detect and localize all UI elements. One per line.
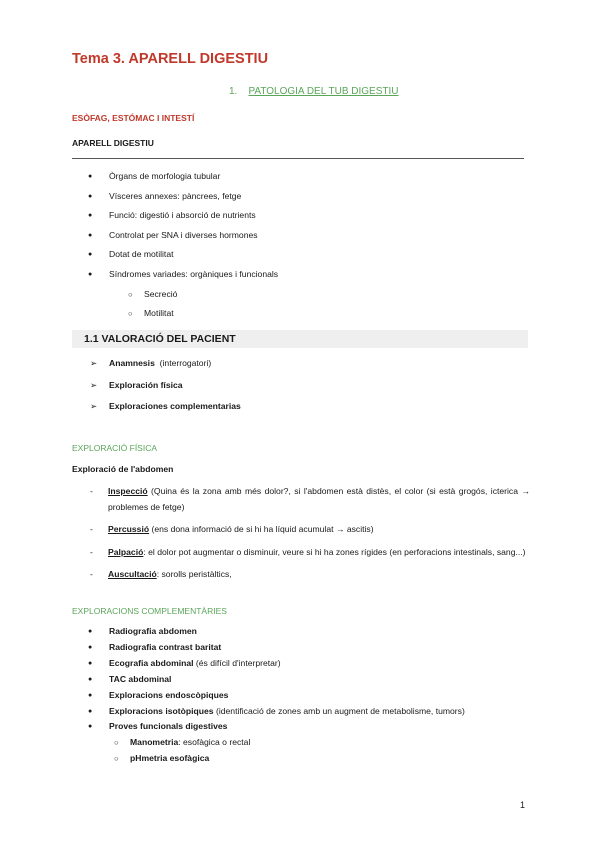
- list-item: ● Radiografia contrast baritat: [88, 640, 465, 656]
- list-item: - Palpació: el dolor pot augmentar o disminuir, veure si hi ha zones rígides (en perforacions intestinals, sang...): [90, 545, 530, 561]
- sub-list-item: ○ Motilitat: [88, 304, 278, 324]
- list-item: ● Vísceres annexes: pàncrees, fetge: [88, 187, 278, 207]
- list-item: ➢ Exploraciones complementarias: [90, 396, 241, 418]
- sub-list-item: ○ Secreció: [88, 285, 278, 305]
- complementaries-heading: EXPLORACIONS COMPLEMENTÀRIES: [72, 606, 227, 616]
- abdomen-list: [90, 484, 530, 590]
- bullet-icon: ●: [88, 212, 93, 220]
- section-number: 1.: [229, 86, 238, 97]
- list-item: ● Proves funcionals digestives: [88, 719, 465, 735]
- list-item: - Auscultació: sorolls peristàltics,: [90, 567, 530, 583]
- section-heading-1: [229, 86, 399, 97]
- sub-list-item: ○ pHmetria esofàgica: [88, 751, 465, 767]
- subheading-organs: ESÒFAG, ESTÓMAC I INTESTÍ: [72, 113, 195, 123]
- dash-bullet: -: [90, 486, 93, 496]
- abdomen-heading: Exploració de l'abdomen: [72, 464, 174, 474]
- list-item: ● TAC abdominal: [88, 672, 465, 688]
- divider-line: [72, 158, 524, 159]
- list-item: ➢ Anamnesis (interrogatori): [90, 353, 241, 375]
- list-item: - Percussió (ens dona informació de si hi ha líquid acumulat → ascitis): [90, 522, 530, 538]
- bullet-icon: ●: [88, 723, 93, 731]
- list-item: ● Òrgans de morfologia tubular: [88, 167, 278, 187]
- document-title: Tema 3. APARELL DIGESTIU: [72, 51, 269, 67]
- arrow-bullet-icon: ➢: [90, 401, 98, 411]
- section-label: PATOLOGIA DEL TUB DIGESTIU: [248, 86, 399, 97]
- bullet-icon: ●: [88, 270, 93, 278]
- list-item: ➢ Exploración física: [90, 375, 241, 397]
- arrow-bullet-icon: ➢: [90, 358, 98, 368]
- list-item: ● Exploracions endoscòpiques: [88, 688, 465, 704]
- list-item: ● Ecografia abdominal (és difícil d'interpretar): [88, 656, 465, 672]
- subheading-aparell: APARELL DIGESTIU: [72, 138, 154, 148]
- bullet-icon: ●: [88, 659, 93, 667]
- circle-bullet-icon: ○: [128, 309, 133, 319]
- bullet-icon: ●: [88, 691, 93, 699]
- section-heading-1-1: [72, 330, 528, 348]
- dash-bullet: -: [90, 546, 93, 557]
- list-item: ● Funció: digestió i absorció de nutrients: [88, 206, 278, 226]
- bullet-icon: ●: [88, 628, 93, 635]
- complementaries-list: [88, 624, 465, 767]
- sub-list-item: ○ Manometria: esofàgica o rectal: [88, 735, 465, 751]
- exploracio-fisica-heading: EXPLORACIÓ FÍSICA: [72, 443, 158, 453]
- bullet-icon: ●: [88, 643, 93, 651]
- bullet-icon: ●: [88, 173, 93, 180]
- bullet-icon: ●: [88, 251, 93, 259]
- valoracio-list: [90, 353, 241, 418]
- features-list: [88, 167, 278, 324]
- circle-bullet-icon: ○: [114, 754, 119, 764]
- bullet-icon: ●: [88, 231, 93, 239]
- dash-bullet: -: [90, 569, 93, 579]
- list-item: - Inspecció (Quina és la zona amb més dolor?, si l'abdomen està distès, el color (si està grogós, icterica → problemes de fetge): [90, 486, 530, 512]
- list-item: ● Controlat per SNA i diverses hormones: [88, 226, 278, 246]
- circle-bullet-icon: ○: [128, 289, 133, 299]
- section-heading-text: 1.1 VALORACIÓ DEL PACIENT: [84, 333, 236, 345]
- bullet-icon: ●: [88, 192, 93, 200]
- arrow-bullet-icon: ➢: [90, 379, 98, 390]
- page-number: 1: [520, 800, 526, 810]
- dash-bullet: -: [90, 524, 93, 534]
- list-item: ● Dotat de motilitat: [88, 245, 278, 265]
- circle-bullet-icon: ○: [114, 738, 119, 748]
- bullet-icon: ●: [88, 675, 93, 683]
- list-item: ● Radiografia abdomen: [88, 624, 465, 640]
- bullet-icon: ●: [88, 707, 93, 715]
- list-item: ● Síndromes variades: orgàniques i funcionals: [88, 265, 278, 285]
- list-item: ● Exploracions isotòpiques (identificació de zones amb un augment de metabolisme, tumors): [88, 704, 465, 720]
